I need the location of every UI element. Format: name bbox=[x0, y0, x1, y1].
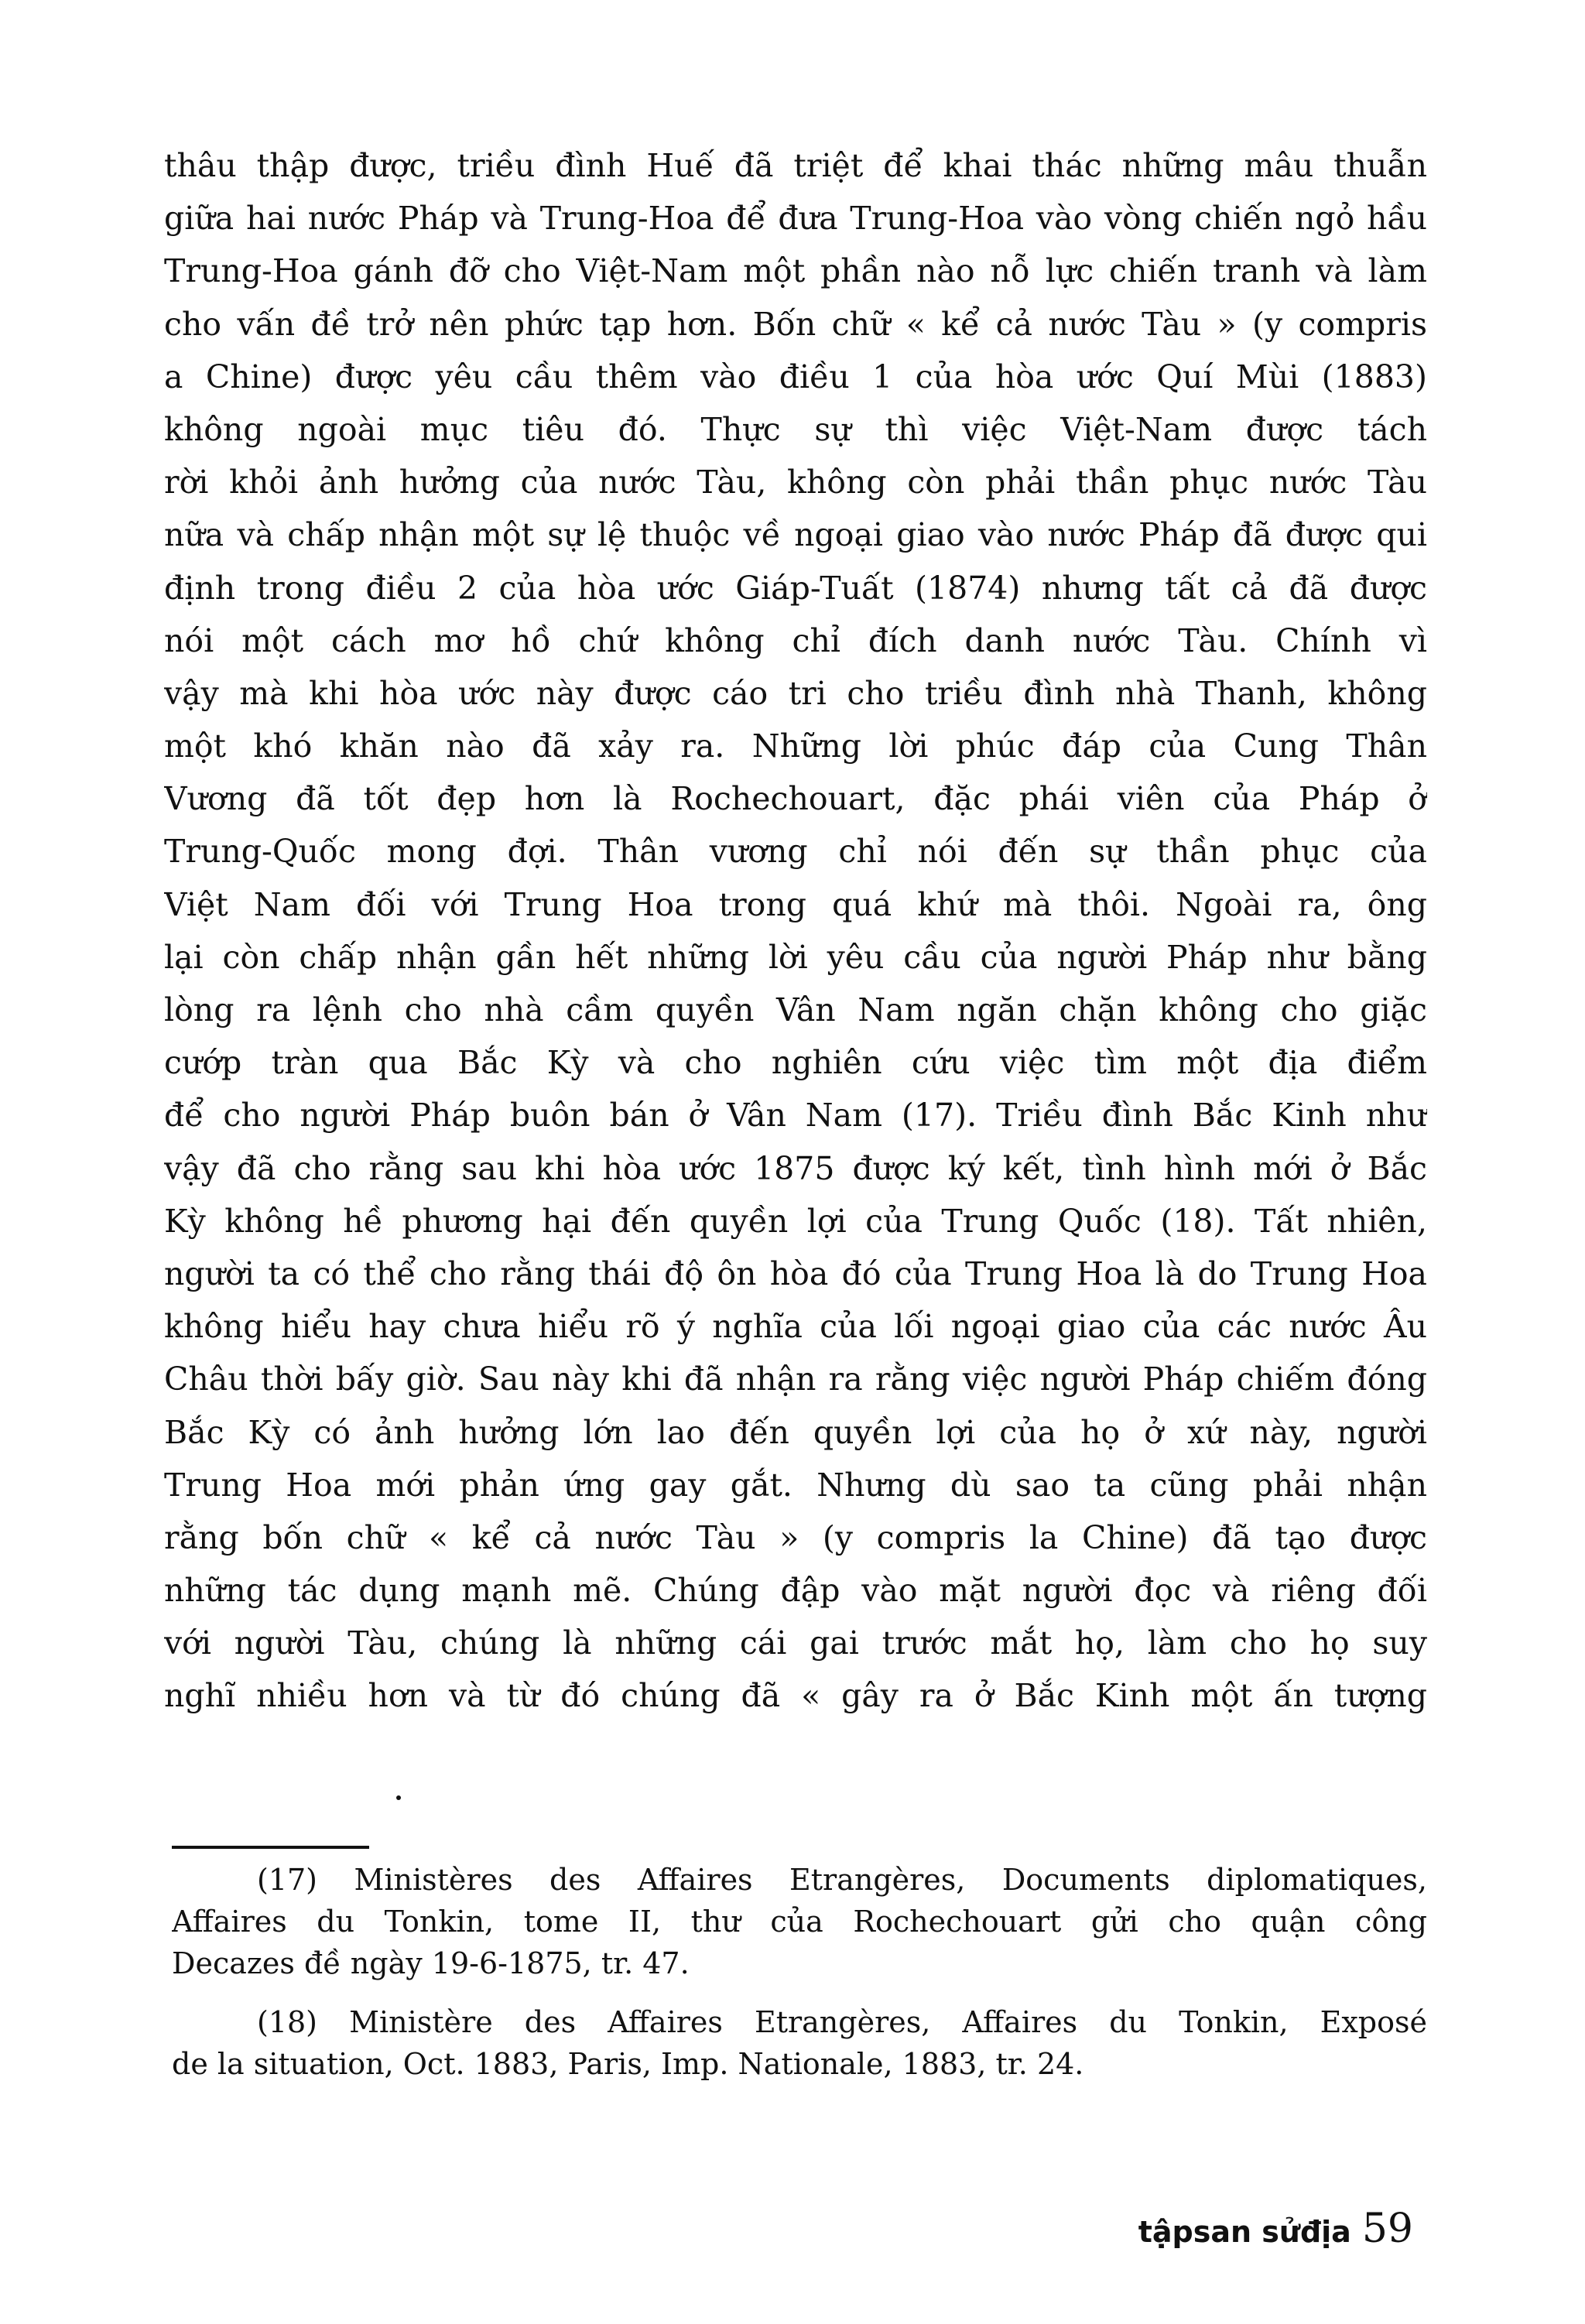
body-line: với người Tàu, chúng là những cái gai trước mắt họ, làm cho họ suy bbox=[164, 1624, 1427, 1662]
footnote-17 bbox=[172, 1859, 1427, 1984]
body-text bbox=[164, 139, 1427, 1723]
body-line: Việt Nam đối với Trung Hoa trong quá khứ mà thôi. Ngoài ra, ông bbox=[164, 885, 1427, 923]
body-line: nữa và chấp nhận một sự lệ thuộc về ngoại giao vào nước Pháp đã được qui bbox=[164, 516, 1427, 554]
body-line: người ta có thể cho rằng thái độ ôn hòa đó của Trung Hoa là do Trung Hoa bbox=[164, 1254, 1427, 1292]
separator-dot bbox=[396, 1795, 401, 1800]
body-line: Vương đã tốt đẹp hơn là Rochechouart, đặc phái viên của Pháp ở bbox=[164, 780, 1427, 818]
body-line: vậy mà khi hòa ước này được cáo tri cho triều đình nhà Thanh, không bbox=[164, 674, 1427, 712]
footnote-line: de la situation, Oct. 1883, Paris, Imp. Nationale, 1883, tr. 24. bbox=[172, 2047, 1084, 2081]
body-line: Châu thời bấy giờ. Sau này khi đã nhận ra rằng việc người Pháp chiếm đóng bbox=[164, 1361, 1427, 1398]
body-line: lại còn chấp nhận gần hết những lời yêu cầu của người Pháp như bằng bbox=[164, 938, 1427, 976]
footnote-line: (18) Ministère des Affaires Etrangères, Affaires du Tonkin, Exposé bbox=[257, 2005, 1427, 2039]
footnote-line: Affaires du Tonkin, tome II, thư của Rochechouart gửi cho quận công bbox=[172, 1905, 1427, 1939]
footnote-line: Decazes đề ngày 19-6-1875, tr. 47. bbox=[172, 1946, 690, 1980]
body-line: không hiểu hay chưa hiểu rõ ý nghĩa của lối ngoại giao của các nước Âu bbox=[164, 1308, 1427, 1346]
body-line: một khó khăn nào đã xảy ra. Những lời phúc đáp của Cung Thân bbox=[164, 727, 1427, 765]
body-line: Trung-Hoa gánh đỡ cho Việt-Nam một phần nào nỗ lực chiến tranh và làm bbox=[164, 252, 1427, 290]
body-line: Bắc Kỳ có ảnh hưởng lớn lao đến quyền lợi của họ ở xứ này, người bbox=[164, 1413, 1427, 1451]
body-line: a Chine) được yêu cầu thêm vào điều 1 của hòa ước Quí Mùi (1883) bbox=[164, 358, 1427, 395]
page-footer bbox=[1138, 2202, 1413, 2256]
page-number: 59 bbox=[1361, 2206, 1413, 2252]
body-line: không ngoài mục tiêu đó. Thực sự thì việc Việt-Nam được tách bbox=[164, 410, 1427, 448]
body-line: cướp tràn qua Bắc Kỳ và cho nghiên cứu việc tìm một địa điểm bbox=[164, 1044, 1427, 1082]
body-line: cho vấn đề trở nên phức tạp hơn. Bốn chữ « kể cả nước Tàu » (y compris bbox=[164, 305, 1427, 343]
body-line: Kỳ không hề phương hại đến quyền lợi của Trung Quốc (18). Tất nhiên, bbox=[164, 1202, 1427, 1240]
footnotes bbox=[172, 1842, 1427, 2085]
body-line: những tác dụng mạnh mẽ. Chúng đập vào mặt người đọc và riêng đối bbox=[164, 1572, 1427, 1610]
body-line: giữa hai nước Pháp và Trung-Hoa để đưa Trung-Hoa vào vòng chiến ngỏ hầu bbox=[164, 200, 1427, 238]
body-line: nói một cách mơ hồ chứ không chỉ đích danh nước Tàu. Chính vì bbox=[164, 621, 1427, 659]
body-line: để cho người Pháp buôn bán ở Vân Nam (17). Triều đình Bắc Kinh như bbox=[164, 1097, 1427, 1135]
body-line: Trung Hoa mới phản ứng gay gắt. Nhưng dù sao ta cũng phải nhận bbox=[164, 1466, 1427, 1504]
journal-name: tậpsan sửđịa bbox=[1138, 2215, 1351, 2249]
body-line: rằng bốn chữ « kể cả nước Tàu » (y compris la Chine) đã tạo được bbox=[164, 1518, 1427, 1556]
body-line: Trung-Quốc mong đợi. Thân vương chỉ nói đến sự thần phục của bbox=[164, 833, 1427, 871]
footnote-line: (17) Ministères des Affaires Etrangères, Documents diplomatiques, bbox=[257, 1863, 1427, 1897]
body-line: lòng ra lệnh cho nhà cầm quyền Vân Nam ngăn chặn không cho giặc bbox=[164, 991, 1427, 1029]
body-line: vậy đã cho rằng sau khi hòa ước 1875 được ký kết, tình hình mới ở Bắc bbox=[164, 1149, 1427, 1187]
body-line: rời khỏi ảnh hưởng của nước Tàu, không còn phải thần phục nước Tàu bbox=[164, 464, 1427, 501]
body-line: thâu thập được, triều đình Huế đã triệt để khai thác những mâu thuẫn bbox=[164, 147, 1427, 184]
body-line: nghĩ nhiều hơn và từ đó chúng đã « gây ra ở Bắc Kinh một ấn tượng bbox=[164, 1677, 1427, 1715]
body-line: định trong điều 2 của hòa ước Giáp-Tuất (1874) nhưng tất cả đã được bbox=[164, 569, 1427, 607]
footnote-18 bbox=[172, 2001, 1427, 2085]
